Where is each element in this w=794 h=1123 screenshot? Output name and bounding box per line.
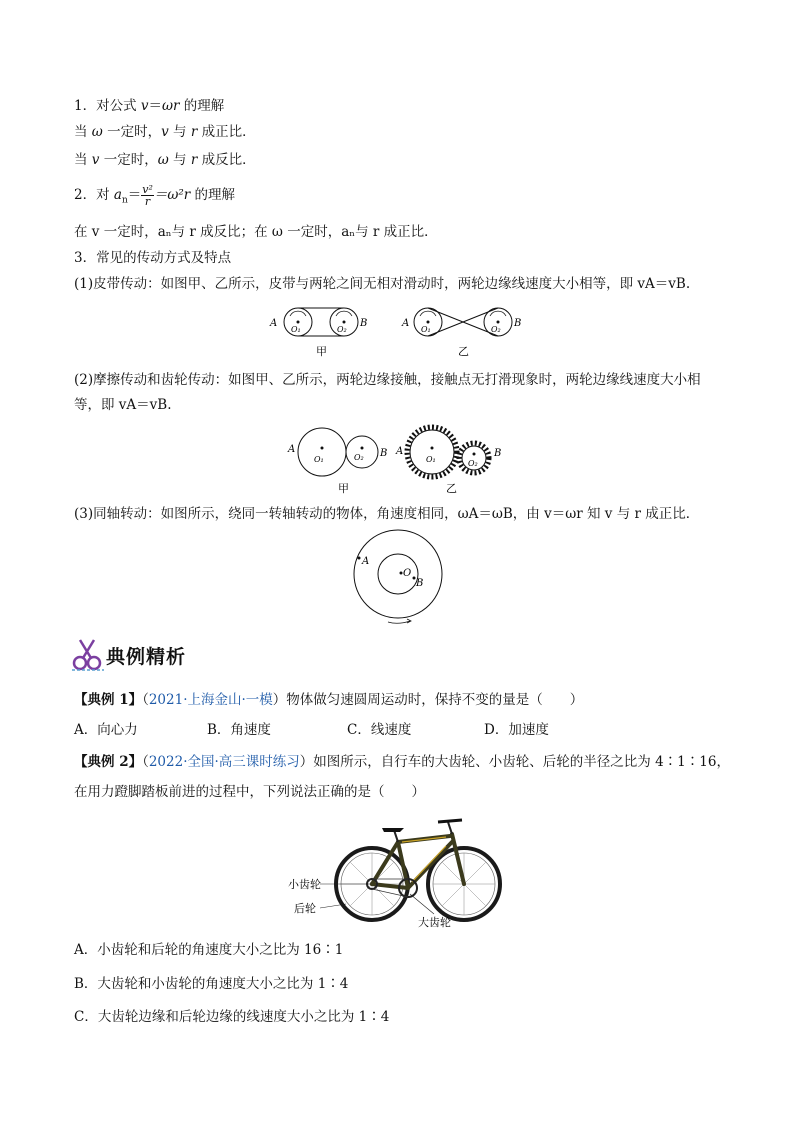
formula-fraction: $\frac{\text{v²}}{r}$ [142,183,153,208]
gear-diagram [395,427,501,495]
svg-text:甲: 甲 [338,482,349,495]
belt-open-diagram [269,308,367,358]
friction-text-2: 等，即 vA＝vB. [74,397,172,413]
svg-text:O₁: O₁ [426,455,436,464]
svg-text:A: A [396,446,404,457]
svg-text:B: B [494,448,502,459]
svg-text:B: B [380,448,388,459]
example1-source-link[interactable]: 2021·上海金山·一模 [148,692,273,708]
example2-stem-1: 【典例 2】（2022·全国·高三课时练习）如图所示，自行车的大齿轮、小齿轮、后轮的半径之比为 4∶1∶16， [74,754,730,770]
friction-text-1: (2)摩擦传动和齿轮传动：如图甲、乙所示，两轮边缘接触，接触点无打滑现象时，两轮边缘线速度大小相 [74,372,701,388]
svg-text:A: A [288,444,296,455]
caption-jia: 甲 [316,345,327,358]
label-small-gear: 小齿轮 [288,878,321,891]
example1-stem: 【典例 1】（2021·上海金山·一模）物体做匀速圆周运动时，保持不变的量是（ ） [74,692,584,708]
section3-title: 3．常见的传动方式及特点 [74,250,232,266]
example1-option-a: A．向心力 [74,722,138,738]
bicycle-figure [286,812,510,930]
friction-gear-figure [284,420,514,496]
svg-text:O₂: O₂ [354,453,364,462]
caption-yi: 乙 [458,345,469,358]
label-big-gear: 大齿轮 [418,916,451,929]
section2-title: 2．对 $a_n=$ $\frac{\text{v²}}{r}$ ＝ω²r 的理解 [74,183,236,208]
example2-option-c: C．大齿轮边缘和后轮边缘的线速度大小之比为 1∶4 [74,1009,390,1025]
label-rear-wheel: 后轮 [294,902,316,915]
coaxial-figure [350,526,446,628]
banner-title: 典例精析 [106,646,187,668]
example2-option-a: A．小齿轮和后轮的角速度大小之比为 16∶1 [74,942,344,958]
example-banner [70,636,210,672]
belt-crossed-diagram [401,308,521,358]
svg-text:O₂: O₂ [491,325,501,334]
svg-text:O₁: O₁ [291,325,301,334]
svg-text:O₁: O₁ [314,455,324,464]
example2-stem-2: 在用力蹬脚踏板前进的过程中，下列说法正确的是（ ） [74,784,425,800]
svg-text:O₂: O₂ [468,459,478,468]
svg-text:O₂: O₂ [337,325,347,334]
scissors-icon [70,636,106,672]
section2-body: 在 v 一定时，aₙ与 r 成反比；在 ω 一定时，aₙ与 r 成正比． [74,224,438,240]
coaxial-text: (3)同轴转动：如图所示，绕同一转轴转动的物体，角速度相同，ωA＝ωB，由 v＝ωr 知 v 与 r 成正比． [74,506,700,522]
svg-text:A: A [402,318,410,329]
svg-text:A: A [362,556,370,567]
svg-text:B: B [416,578,424,589]
belt-text: (1)皮带传动：如图甲、乙所示，皮带与两轮之间无相对滑动时，两轮边缘线速度大小相等，即 vA＝vB. [74,276,691,292]
svg-text:O₁: O₁ [421,325,431,334]
example1-option-d: D．加速度 [484,722,549,738]
belt-figure [262,302,532,360]
section1-line1: 当 ω 一定时，v 与 r 成正比． [74,124,256,140]
example1-option-c: C．线速度 [347,722,412,738]
svg-text:O: O [403,568,412,579]
belt-label-a: A [270,318,278,329]
section1-line2: 当 v 一定时，ω 与 r 成反比． [74,152,256,168]
example2-option-b: B．大齿轮和小齿轮的角速度大小之比为 1∶4 [74,976,349,992]
friction-diagram [287,428,387,495]
svg-text:乙: 乙 [446,482,457,495]
svg-text:B: B [514,318,522,329]
bicycle-icon [286,812,510,930]
example1-option-b: B．角速度 [207,722,271,738]
example2-source-link[interactable]: 2022·全国·高三课时练习 [148,754,300,770]
section1-title: 1．对公式 v＝ωr 的理解 [74,98,225,114]
belt-label-b: B [360,318,368,329]
